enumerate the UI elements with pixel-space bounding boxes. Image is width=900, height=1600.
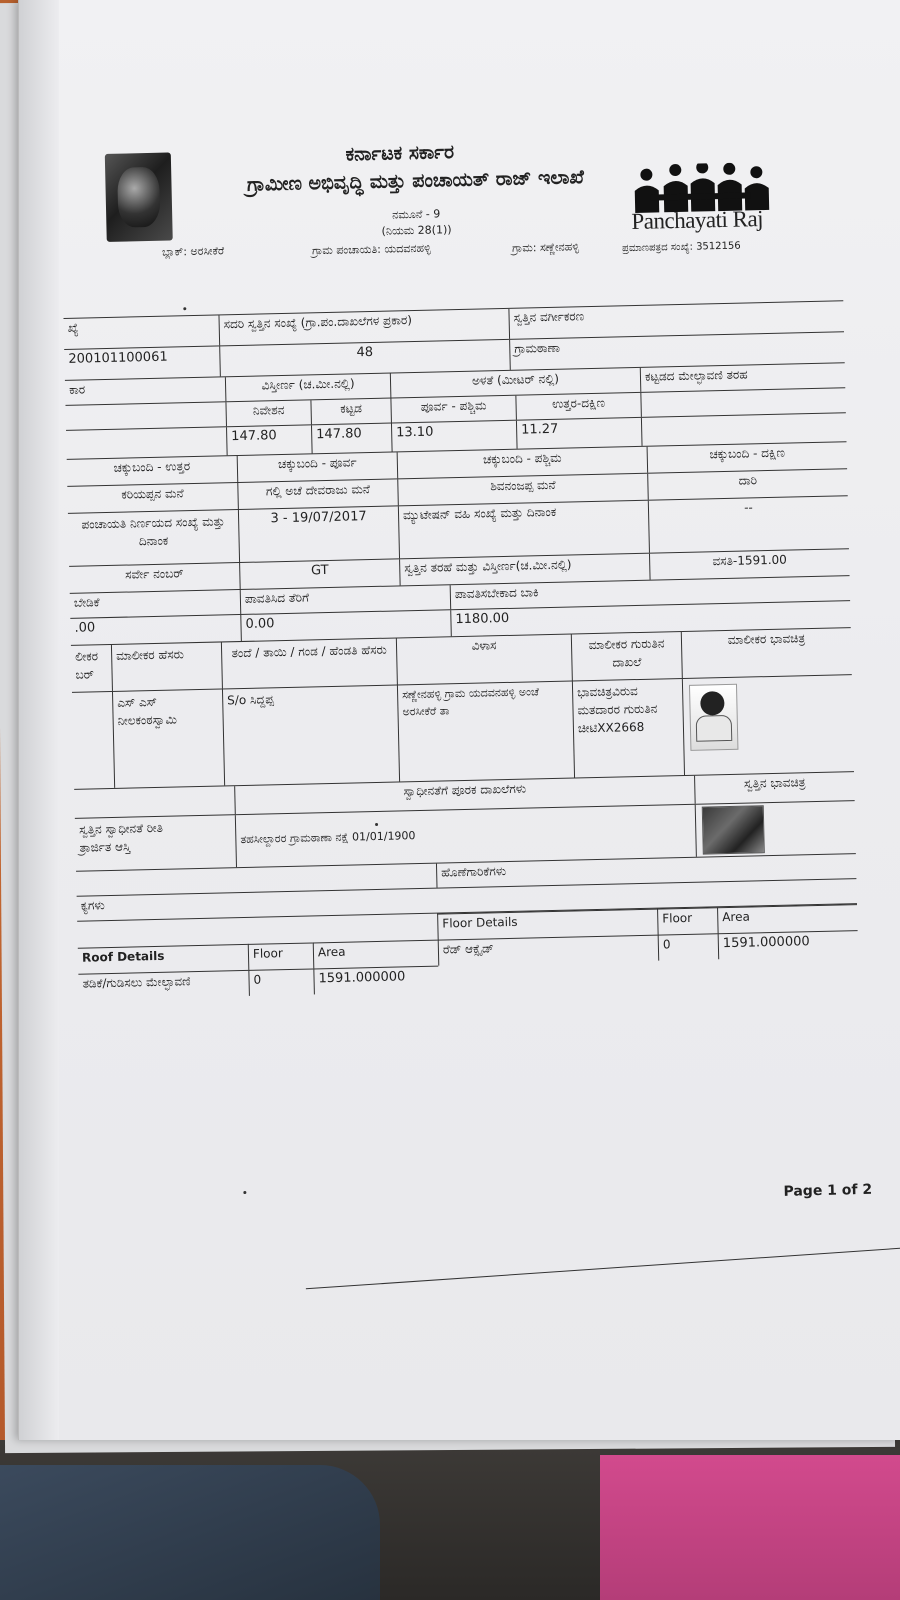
floor-details-label: Floor Details	[437, 909, 658, 940]
acquisition-label: ತ್ರಾರ್ಜಿತ ಆಸ್ತಿ	[79, 839, 131, 855]
header-cell: ಚಕ್ಕುಬಂದಿ - ದಕ್ಷಿಣ	[647, 442, 848, 473]
karnataka-emblem-icon	[105, 152, 173, 241]
header-cell: ವಿಳಾಸ	[396, 635, 572, 685]
roof-floor-header: Floor	[248, 942, 314, 969]
empty-cell	[640, 388, 845, 417]
header-cell: ಅಳತೆ (ಮೀಟರ್ ನಲ್ಲಿ)	[390, 368, 640, 398]
possession-mode-label: ಸ್ವತ್ತಿನ ಸ್ವಾಧೀನತೆ ರೀತಿ	[78, 820, 164, 837]
area-header: Area	[717, 904, 858, 933]
owner-photo	[689, 684, 738, 751]
floor-value: 0	[658, 933, 719, 960]
documents-head: ಸ್ವಾಧೀನತೆಗೆ ಪೂರಕ ದಾಖಲೆಗಳು	[234, 776, 695, 814]
header-cell: ವಿಸ್ತೀರ್ಣ (ಚ.ಮೀ.ನಲ್ಲಿ)	[225, 374, 391, 402]
liabilities-label: ಹೊಣೆಗಾರಿಕೆಗಳು	[436, 854, 856, 888]
header-cell: ಕಟ್ಟಡ	[310, 399, 391, 425]
header-cell: ನಿವೇಶನ	[225, 400, 311, 426]
header-cell: ಚಕ್ಕುಬಂದಿ - ಉತ್ತರ	[113, 459, 191, 475]
gov-title: ಕರ್ನಾಟಕ ಸರ್ಕಾರ	[345, 141, 455, 166]
tax-paid: 0.00	[240, 610, 451, 641]
roof-area-value: 1591.000000	[313, 966, 439, 995]
form-number: ನಮೂನೆ - 9	[392, 207, 441, 222]
mutation-label: ಮ್ಯುಟೇಷನ್ ವಹಿ ಸಂಖ್ಯೆ ಮತ್ತು ದಿನಾಂಕ	[398, 501, 649, 559]
north-boundary: ಕರಿಯಪ್ಪನ ಮನೆ	[121, 486, 184, 502]
empty-cell	[74, 786, 235, 818]
east-boundary: ಗಲ್ಲಿ ಅಚೆ ದೇವರಾಜು ಮನೆ	[237, 479, 398, 509]
south-boundary: ದಾರಿ	[647, 469, 848, 500]
building-area: 147.80	[311, 424, 392, 454]
owner-address: ಸಣ್ಣೇನಹಳ್ಳಿ ಗ್ರಾಮ ಯದವನಹಳ್ಳಿ ಅಂಚೆ ಅರಸೀಕೆರೆ ತಾ	[397, 682, 574, 782]
owner-photo-cell	[682, 675, 854, 775]
survey-value: GT	[239, 559, 400, 589]
property-id: 200101100061	[68, 349, 168, 367]
speck	[243, 1191, 246, 1194]
owner-relation: S/o ಸಿದ್ದಪ್ಪ	[222, 685, 399, 785]
roof-details-label: Roof Details	[78, 944, 249, 974]
page-number: Page 1 of 2	[783, 1181, 873, 1200]
roof-area-header: Area	[313, 940, 439, 969]
resolution-label: ಪಂಚಾಯತಿ ನಿರ್ಣಯದ ಸಂಖ್ಯೆ ಮತ್ತು ದಿನಾಂಕ	[81, 514, 225, 549]
header-cell: ಸದರಿ ಸ್ವತ್ತಿನ ಸಂಖ್ಯೆ (ಗ್ರಾ.ಪಂ.ದಾಖಲೆಗಳ ಪ್ರಕಾರ)	[218, 309, 509, 346]
certificate-paper	[18, 0, 900, 1440]
person-leg	[0, 1465, 380, 1600]
header-cell: ತಂದೆ / ತಾಯಿ / ಗಂಡ / ಹೆಂಡತಿ ಹೆಸರು	[221, 638, 397, 688]
empty-cell	[72, 692, 114, 789]
block-name: ಬ್ಲಾಕ್: ಅರಸೀಕೆರೆ	[161, 244, 225, 259]
table-row	[72, 675, 854, 790]
rule-number: (ನಿಯಮ 28(1))	[381, 223, 452, 238]
header-cell: ಮಾಲೀಕರ ಹೆಸರು	[111, 642, 222, 690]
certificate-number: ಪ್ರಮಾಣಪತ್ರದ ಸಂಖ್ಯೆ: 3512156	[621, 240, 741, 255]
header-cell: ಪಾವತಿಸಿದ ತೆರಿಗೆ	[240, 585, 450, 614]
panchayati-raj-label: Panchayati Raj	[631, 206, 764, 235]
header-cell: ಲೀಕರ ಬರ್	[75, 649, 99, 682]
village-name: ಗ್ರಾಮ: ಸಣ್ಣೇನಹಳ್ಳಿ	[511, 240, 580, 255]
roof-type: ತಡಿಕೆ/ಗುಡಿಸಲು ಮೇಲ್ಛಾವಣಿ	[78, 970, 249, 1000]
header-cell: ಉತ್ತರ-ದಕ್ಷಿಣ	[515, 393, 641, 420]
floor-header: Floor	[657, 907, 718, 934]
header-cell: ಖ್ಯೆ	[67, 320, 79, 335]
survey-label: ಸರ್ವೇ ನಂಬರ್	[124, 566, 184, 582]
header-cell: ಚಕ್ಕುಬಂದಿ - ಪಶ್ಚಿಮ	[397, 447, 648, 479]
floor-area-value: 1591.000000	[718, 930, 859, 959]
east-west-length: 13.10	[391, 421, 517, 452]
mutation-value: --	[648, 496, 849, 553]
gram-panchayat: ಗ್ರಾಮ ಪಂಚಾಯತಿ: ಯದವನಹಳ್ಳಿ	[311, 241, 431, 258]
property-table	[63, 300, 858, 1000]
header-cell: ಕಾರ	[68, 382, 86, 397]
header-cell: ಮಾಲೀಕರ ಭಾವಚಿತ್ರ	[681, 628, 852, 678]
empty-cell	[641, 413, 847, 446]
west-boundary: ಶಿವನಂಜಪ್ಪ ಮನೆ	[397, 474, 648, 506]
header-cell: ಸ್ವತ್ತಿನ ವರ್ಗೀಕರಣ	[508, 301, 844, 339]
resolution-value: 3 - 19/07/2017	[238, 506, 399, 562]
property-type-value: ವಸತಿ-1591.00	[649, 549, 850, 580]
form-9-document	[59, 101, 900, 1300]
header-cell: ಪೂರ್ವ - ಪಶ್ಚಿಮ	[390, 396, 516, 423]
property-class: ಗ್ರಾಮಠಾಣಾ	[509, 332, 845, 370]
paper-fold	[19, 0, 59, 1440]
owner-id-proof: ಭಾವಚಿತ್ರವಿರುವ ಮತದಾರರ ಗುರುತಿನ ಚೀಟಿXX2668	[572, 679, 684, 777]
header-cell: ಬೇಡಿಕೆ	[73, 595, 100, 610]
tax-demand: .00	[74, 620, 96, 636]
acquisition-value: ತಹಸೀಲ್ದಾರರ ಗ್ರಾಮಠಾಣಾ ನಕ್ಷೆ 01/01/1900	[235, 805, 696, 867]
empty-cell	[66, 427, 227, 459]
header-cell: ಮಾಲೀಕರ ಗುರುತಿನ ದಾಖಲೆ	[571, 632, 682, 680]
property-photo-cell	[695, 801, 856, 857]
property-number: 48	[219, 340, 510, 377]
property-type-label: ಸ್ವತ್ತಿನ ತರಹೆ ಮತ್ತು ವಿಸ್ತೀರ್ಣ(ಚ.ಮೀ.ನಲ್ಲಿ)	[399, 554, 650, 586]
site-area: 147.80	[226, 425, 312, 455]
header-cell: ಪಾವತಿಸಬೇಕಾದ ಬಾಕಿ	[450, 576, 850, 609]
property-photo	[702, 805, 765, 854]
property-photo-label: ಸ್ವತ್ತಿನ ಭಾವಚಿತ್ರ	[694, 772, 855, 804]
pink-cloth	[600, 1455, 900, 1600]
floor-type: ರೆಡ್ ಆಕ್ಸೈಡ್	[438, 935, 659, 966]
liabilities-row: ಕ್ಯಗಳು	[80, 898, 105, 913]
speck	[375, 823, 378, 826]
dept-title: ಗ್ರಾಮೀಣ ಅಭಿವೃದ್ಧಿ ಮತ್ತು ಪಂಚಾಯತ್ ರಾಜ್ ಇಲಾಖೆ	[246, 166, 585, 196]
signature-line	[306, 1248, 900, 1290]
possession-label-cell	[75, 815, 236, 871]
owner-name: ಎಸ್ ಎಸ್ ನೀಲಕಂಠಸ್ವಾಮಿ	[112, 689, 224, 787]
header-cell: ಚಕ್ಕುಬಂದಿ - ಪೂರ್ವ	[237, 452, 398, 482]
header-cell: ಕಟ್ಟಡದ ಮೇಲ್ಛಾವಣಿ ತರಹ	[640, 363, 845, 392]
north-south-length: 11.27	[516, 418, 642, 449]
tax-balance: 1180.00	[450, 601, 850, 636]
empty-cell	[65, 402, 226, 430]
roof-floor-value: 0	[248, 968, 314, 995]
speck	[183, 307, 186, 310]
